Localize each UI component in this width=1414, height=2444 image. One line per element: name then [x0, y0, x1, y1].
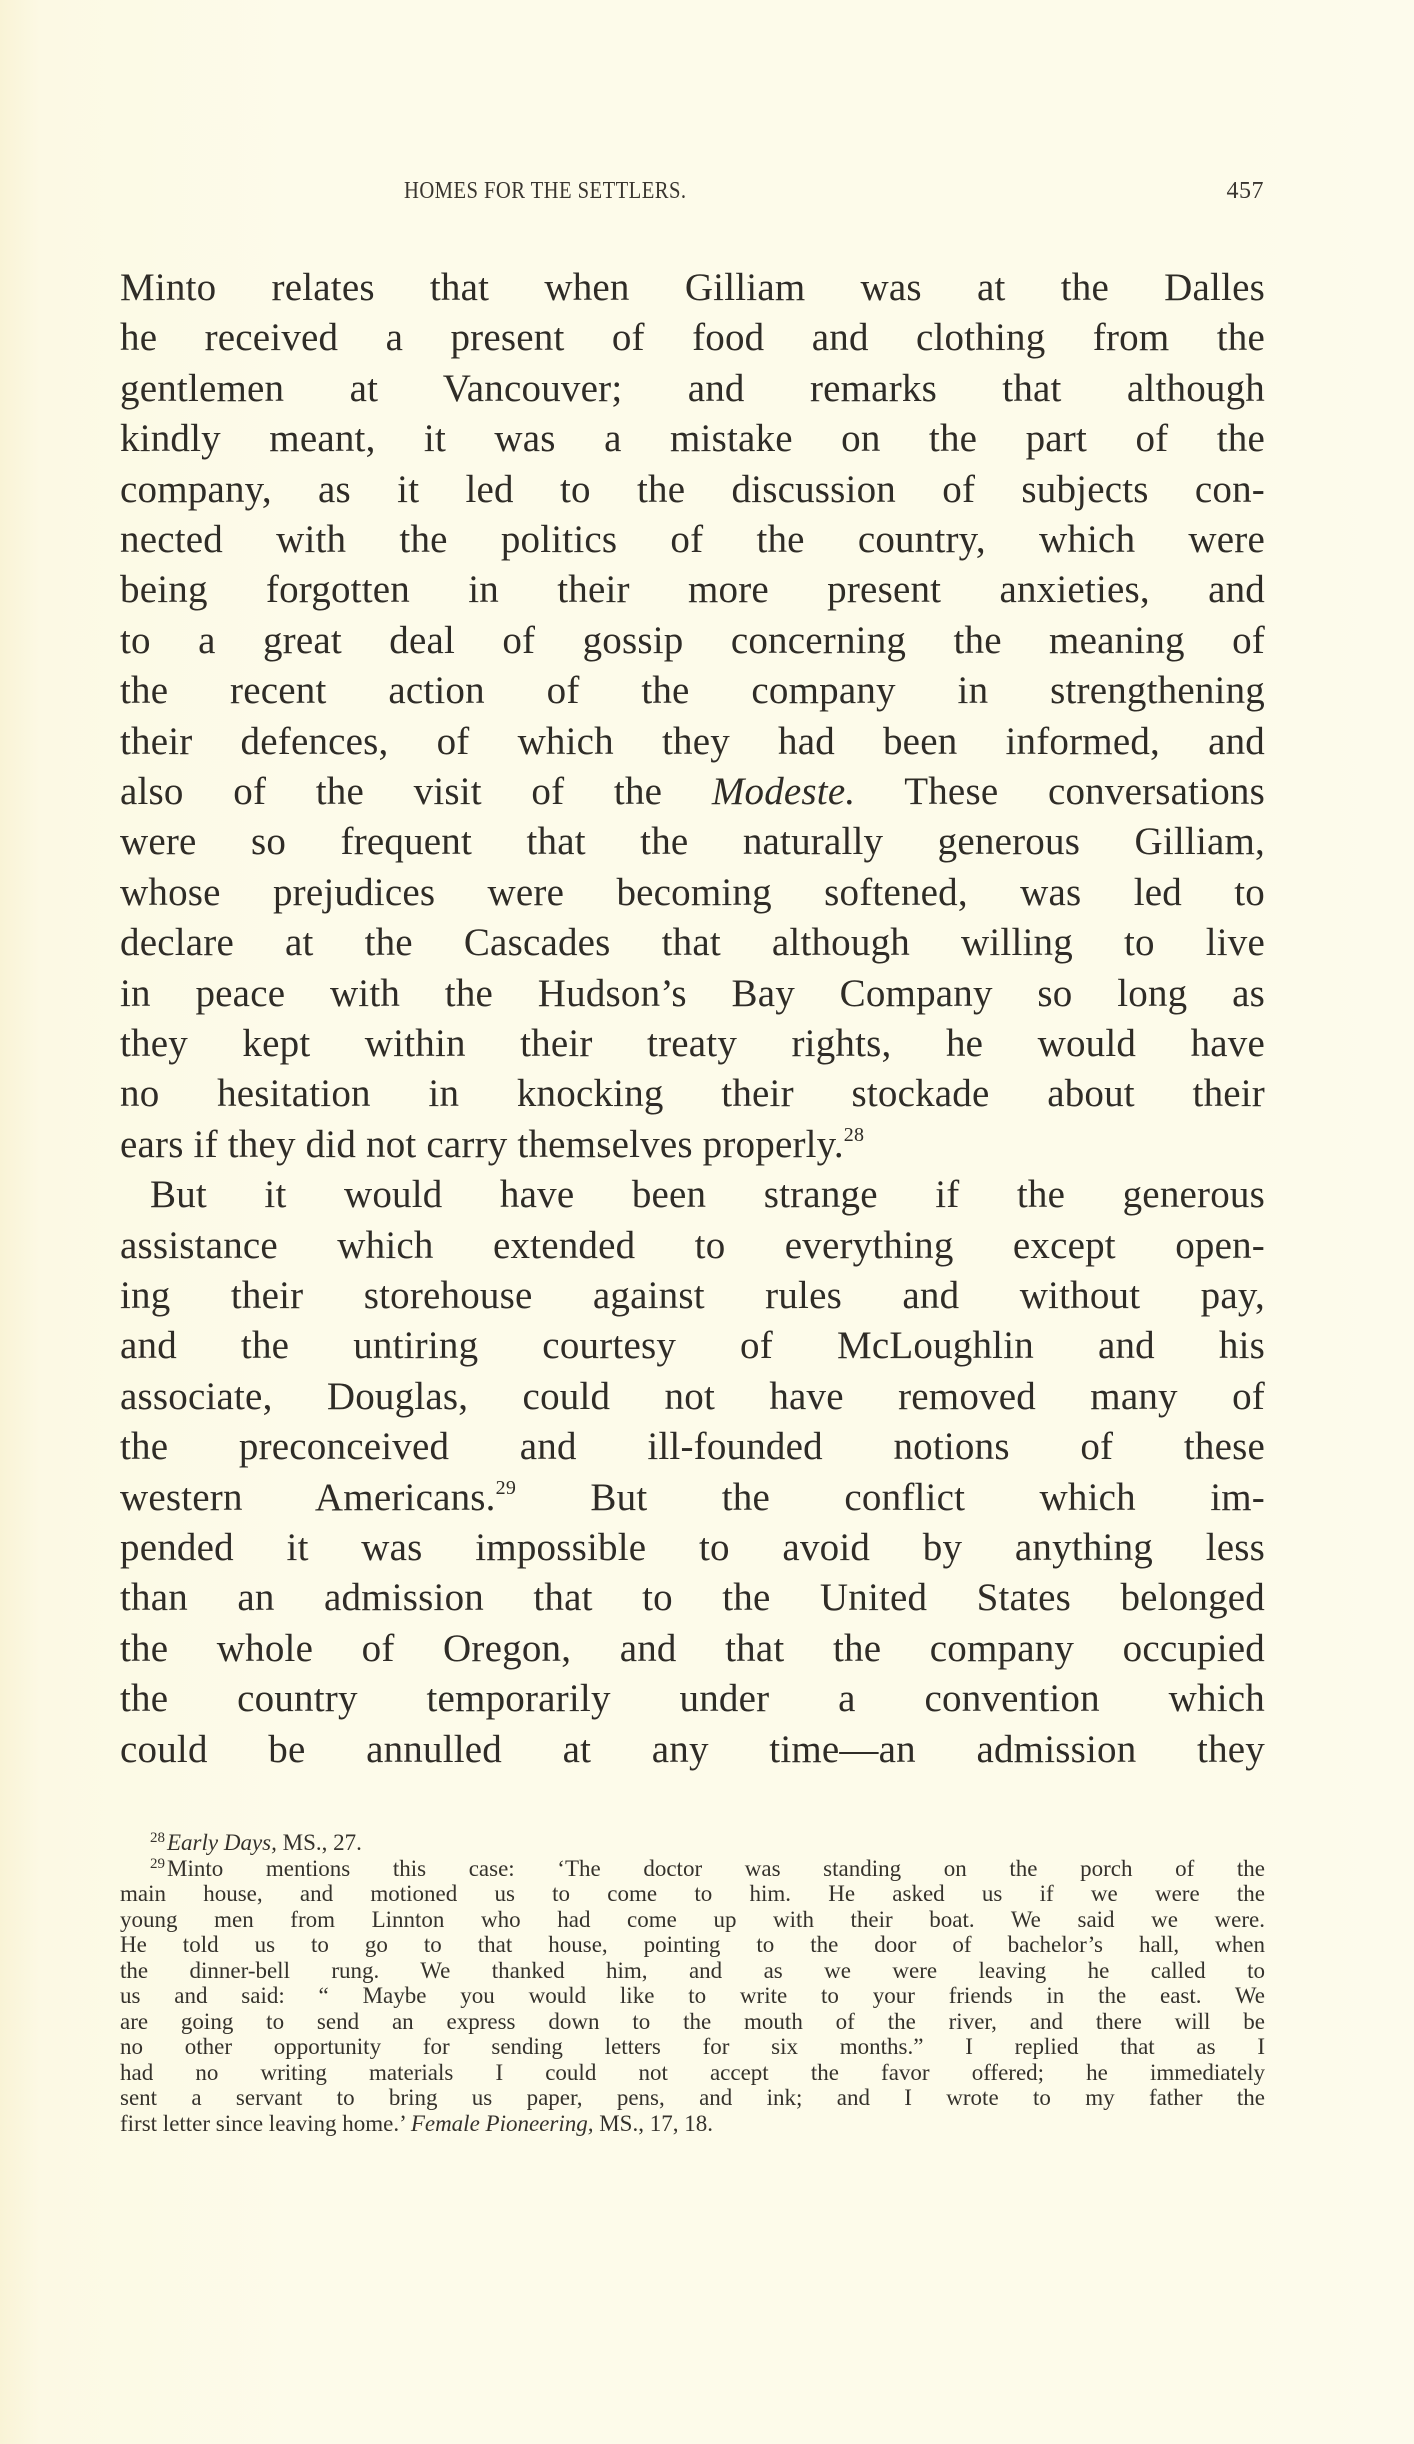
body-line: Minto relates that when Gilliam was at the Dalles [120, 266, 1265, 309]
body-line: they kept within their treaty rights, he would have [120, 1022, 1265, 1065]
body-line: could be annulled at any time—an admission they [120, 1727, 1265, 1771]
page-number: 457 [1226, 178, 1264, 204]
ship-name-italic: Modeste. [711, 770, 856, 813]
body-line: ing their storehouse against rules and without pay, [120, 1274, 1265, 1317]
body-line: their defences, of which they had been informed, and [120, 719, 1265, 763]
body-line: were so frequent that the naturally generous Gilliam, [120, 820, 1265, 864]
body-line: pended it was impossible to avoid by anything less [120, 1526, 1265, 1569]
footnote-ref-28[interactable]: 28 [843, 1123, 865, 1146]
footnote-ref-29[interactable]: 29 [495, 1476, 517, 1499]
body-line: no hesitation in knocking their stockade about their [120, 1072, 1265, 1116]
body-line: than an admission that to the United States belonged [120, 1576, 1265, 1620]
body-line: the country temporarily under a convention which [120, 1677, 1265, 1721]
body-line: declare at the Cascades that although willing to live [120, 921, 1265, 965]
footnote-line: no other opportunity for sending letters for six months.” I replied that as I [120, 2034, 1265, 2059]
body-line: and the untiring courtesy of McLoughlin and his [120, 1324, 1265, 1368]
footnote-line: sent a servant to bring us paper, pens, and ink; and I wrote to my father the [120, 2085, 1265, 2110]
footnote-line: He told us to go to that house, pointing to the door of bachelor’s hall, when [120, 1932, 1265, 1957]
footnote-line: the dinner-bell rung. We thanked him, and as we were leaving he called to [120, 1957, 1265, 1983]
footnote-29-last-line: first letter since leaving home.’ Female Pioneering, MS., 17, 18. [120, 2110, 713, 2136]
footnote-29-first-line: $^{29}$Minto mentions this case: ‘The doctor was standing on the porch of the [150, 1855, 1265, 1881]
body-line-paragraph-start: But it would have been strange if the generous [150, 1173, 1265, 1217]
body-line: being forgotten in their more present anxieties, and [120, 568, 1265, 612]
footnote-number: 29 [150, 1855, 165, 1872]
body-line: nected with the politics of the country, which were [120, 518, 1265, 561]
body-line-modeste: also of the visit of the Modeste. These conversations [120, 770, 1265, 813]
footnote-line: had no writing materials I could not accept the favor offered; he immediately [120, 2059, 1265, 2085]
footnote-number: 28 [150, 1830, 165, 1846]
body-line: he received a present of food and clothing from the [120, 316, 1265, 360]
body-line: in peace with the Hudson’s Bay Company so long as [120, 971, 1265, 1015]
footnote-line: are going to send an express down to the mouth of the river, and there will be [120, 2008, 1265, 2034]
source-title-italic: Early Days, [167, 1830, 277, 1855]
body-line: kindly meant, it was a mistake on the part of the [120, 417, 1265, 461]
body-line: the preconceived and ill-founded notions of these [120, 1425, 1265, 1469]
footnote-28: $^{28}$Early Days, MS., 27. [150, 1830, 362, 1855]
body-line: to a great deal of gossip concerning the meaning of [120, 618, 1265, 662]
body-line: associate, Douglas, could not have removed many of [120, 1374, 1265, 1418]
source-title-italic: Female Pioneering, [410, 2110, 594, 2136]
footnote-line: us and said: “ Maybe you would like to write to your friends in the east. We [120, 1983, 1265, 2008]
body-line: the recent action of the company in strengthening [120, 669, 1265, 713]
body-line: company, as it led to the discussion of subjects con- [120, 467, 1265, 511]
body-line: assistance which extended to everything except open- [120, 1223, 1265, 1267]
footnote-line: main house, and motioned us to come to him. He asked us if we were the [120, 1881, 1265, 1906]
body-line-americans: western Americans.$^{29}$ But the conflict which im- [120, 1475, 1265, 1519]
body-line: gentlemen at Vancouver; and remarks that although [120, 366, 1265, 410]
running-head [404, 178, 1264, 210]
body-line: the whole of Oregon, and that the company occupied [120, 1626, 1265, 1670]
footnote-line: young men from Linnton who had come up with their boat. We said we were. [120, 1906, 1265, 1932]
body-line-paragraph-end: ears if they did not carry themselves properly.$^{28}$ [120, 1122, 865, 1166]
running-title: HOMES FOR THE SETTLERS. [404, 178, 687, 204]
body-line: whose prejudices were becoming softened, was led to [120, 870, 1265, 914]
